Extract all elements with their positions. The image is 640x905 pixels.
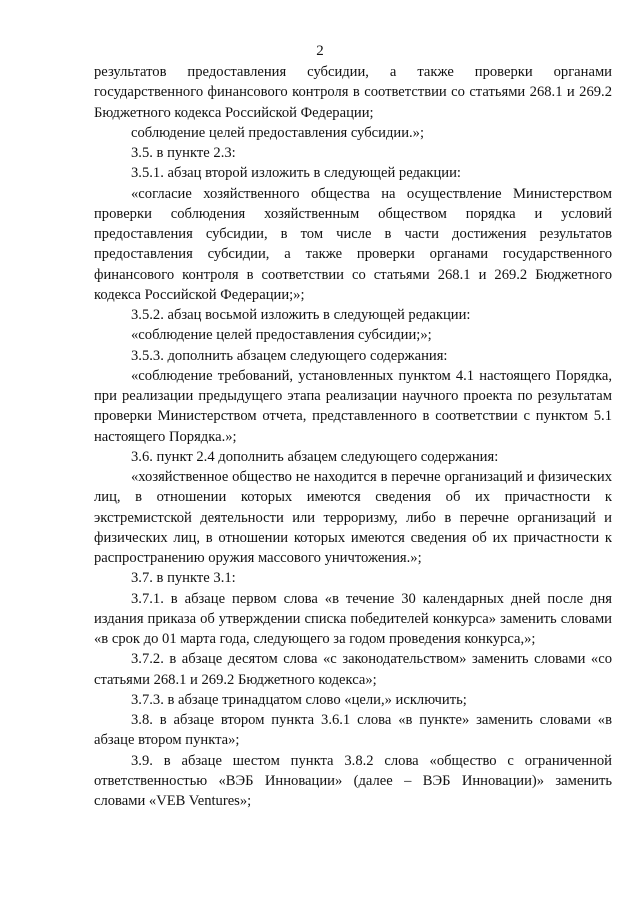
- paragraph: 3.7. в пункте 3.1:: [131, 570, 236, 587]
- paragraph: «соблюдение требований, установленных пунктом 4.1 настоящего Порядка, при реализации предыдущего этапа реализации научного проекта по результатам проверки Министерством отчета, представленного в соответствии с пунктом 5.1 настоящего Порядка.»;: [94, 367, 612, 445]
- paragraph: 3.6. пункт 2.4 дополнить абзацем следующего содержания:: [131, 448, 499, 465]
- paragraph: 3.5.3. дополнить абзацем следующего содержания:: [131, 347, 448, 364]
- document-body: [94, 62, 612, 811]
- paragraph: 3.8. в абзаце втором пункта 3.6.1 слова «в пункте» заменить словами «в абзаце втором пункта»;: [94, 712, 612, 749]
- paragraph: результатов предоставления субсидии, а также проверки органами государственного финансового контроля в соответствии со статьями 268.1 и 269.2 Бюджетного кодекса Российской Федерации;: [94, 64, 612, 121]
- paragraph: 3.9. в абзаце шестом пункта 3.8.2 слова «общество с ограниченной ответственностью «ВЭБ Инновации» (далее – ВЭБ Инновации)» заменить словами «VEB Ventures»;: [94, 752, 612, 809]
- paragraph: 3.5.2. абзац восьмой изложить в следующей редакции:: [131, 307, 471, 323]
- paragraph: «хозяйственное общество не находится в перечне организаций и физических лиц, в отношении которых имеются сведения об их причастности к экстремистской деятельности или терроризму, либо в перечне организаций и физических лиц, в отношении которых имеются сведения об их причастности к распространению оружия массового уничтожения.»;: [94, 469, 612, 566]
- page-number: 2: [316, 43, 324, 59]
- paragraph: 3.7.1. в абзаце первом слова «в течение 30 календарных дней после дня издания приказа об утверждении списка победителей конкурса» заменить словами «в срок до 01 марта года, следующего за годом проведения конкурса,»;: [94, 590, 612, 647]
- paragraph: 3.7.3. в абзаце тринадцатом слово «цели,» исключить;: [131, 691, 467, 708]
- paragraph: «согласие хозяйственного общества на осуществление Министерством проверки соблюдения хозяйственным обществом порядка и условий предоставления субсидии, в том числе в части достижения результатов предоставления субсидии, а также проверки органами государственного финансового контроля в соответствии со статьями 268.1 и 269.2 Бюджетного кодекса Российской Федерации;»;: [94, 185, 612, 303]
- paragraph: 3.7.2. в абзаце десятом слова «с законодательством» заменить словами «со статьями 268.1 и 269.2 Бюджетного кодекса»;: [94, 651, 612, 688]
- paragraph: 3.5. в пункте 2.3:: [131, 145, 236, 161]
- paragraph: «соблюдение целей предоставления субсидии;»;: [131, 327, 432, 344]
- paragraph: соблюдение целей предоставления субсидии.»;: [131, 124, 425, 141]
- paragraph: 3.5.1. абзац второй изложить в следующей редакции:: [131, 165, 461, 182]
